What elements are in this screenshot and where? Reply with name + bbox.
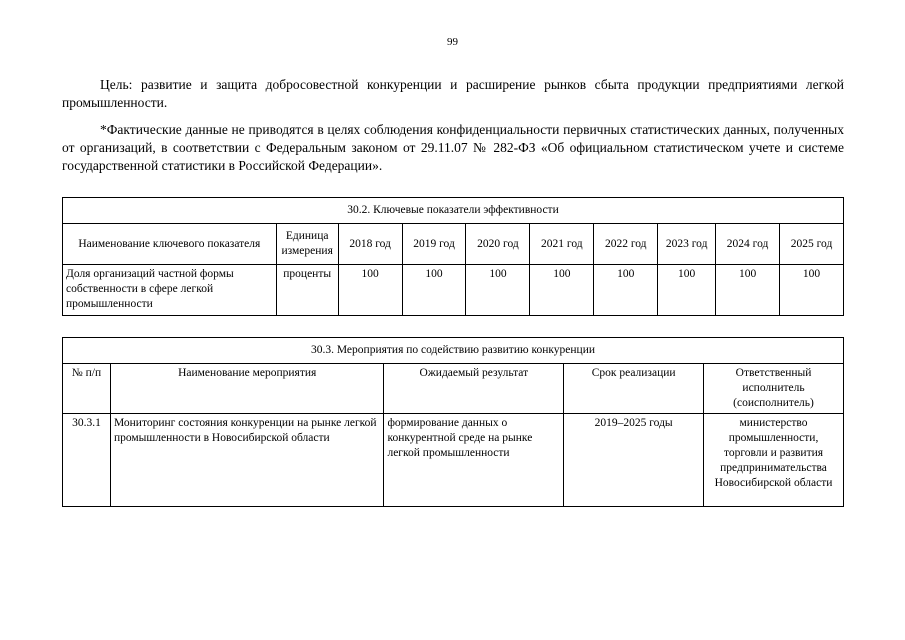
header-year-2025: 2025 год <box>780 224 844 265</box>
header-measure-name: Наименование мероприятия <box>110 364 384 414</box>
header-year-2018: 2018 год <box>338 224 402 265</box>
header-year-2024: 2024 год <box>716 224 780 265</box>
value-2020-cell: 100 <box>466 265 530 316</box>
indicators-caption: 30.2. Ключевые показатели эффективности <box>63 198 844 224</box>
header-expected-result: Ожидаемый результат <box>384 364 564 414</box>
note-paragraph <box>62 121 844 175</box>
measure-number-cell: 30.3.1 <box>63 414 111 507</box>
indicator-name-cell: Доля организаций частной формы собственности в сфере легкой промышленности <box>63 265 277 316</box>
table-row <box>63 265 844 316</box>
value-2023-cell: 100 <box>658 265 716 316</box>
page-number: 99 <box>447 36 458 48</box>
header-unit: Единица измерения <box>276 224 338 265</box>
header-responsible: Ответственный исполнитель (соисполнитель) <box>704 364 844 414</box>
measures-caption: 30.3. Мероприятия по содействию развитию конкуренции <box>63 338 844 364</box>
measure-responsible-cell: министерство промышленности, торговли и развития предпринимательства Новосибирской области <box>704 414 844 507</box>
table-row <box>63 414 844 507</box>
header-year-2020: 2020 год <box>466 224 530 265</box>
header-year-2023: 2023 год <box>658 224 716 265</box>
indicator-unit-cell: проценты <box>276 265 338 316</box>
header-year-2021: 2021 год <box>530 224 594 265</box>
measure-result-cell: формирование данных о конкурентной среде на рынке легкой промышленности <box>384 414 564 507</box>
header-year-2022: 2022 год <box>594 224 658 265</box>
value-2019-cell: 100 <box>402 265 466 316</box>
value-2024-cell: 100 <box>716 265 780 316</box>
note-text: *Фактические данные не приводятся в целях соблюдения конфиденциальности первичных статистических данных, полученных от организаций, в соответствии с Федеральным законом от 29.11.07 № 282-ФЗ «Об официальном статистическом учете и системе государственной статистики в Российской Федерации». <box>62 122 844 173</box>
value-2018-cell: 100 <box>338 265 402 316</box>
value-2022-cell: 100 <box>594 265 658 316</box>
header-indicator-name: Наименование ключевого показателя <box>63 224 277 265</box>
header-number: № п/п <box>63 364 111 414</box>
value-2025-cell: 100 <box>780 265 844 316</box>
header-year-2019: 2019 год <box>402 224 466 265</box>
key-indicators-table <box>62 197 844 316</box>
competition-measures-table <box>62 337 844 507</box>
header-term: Срок реализации <box>564 364 704 414</box>
value-2021-cell: 100 <box>530 265 594 316</box>
goal-text: Цель: развитие и защита добросовестной конкуренции и расширение рынков сбыта продукции предприятиями легкой промышленности. <box>62 77 844 110</box>
goal-paragraph <box>62 76 844 112</box>
measure-term-cell: 2019–2025 годы <box>564 414 704 507</box>
measure-name-cell: Мониторинг состояния конкуренции на рынке легкой промышленности в Новосибирской области <box>110 414 384 507</box>
